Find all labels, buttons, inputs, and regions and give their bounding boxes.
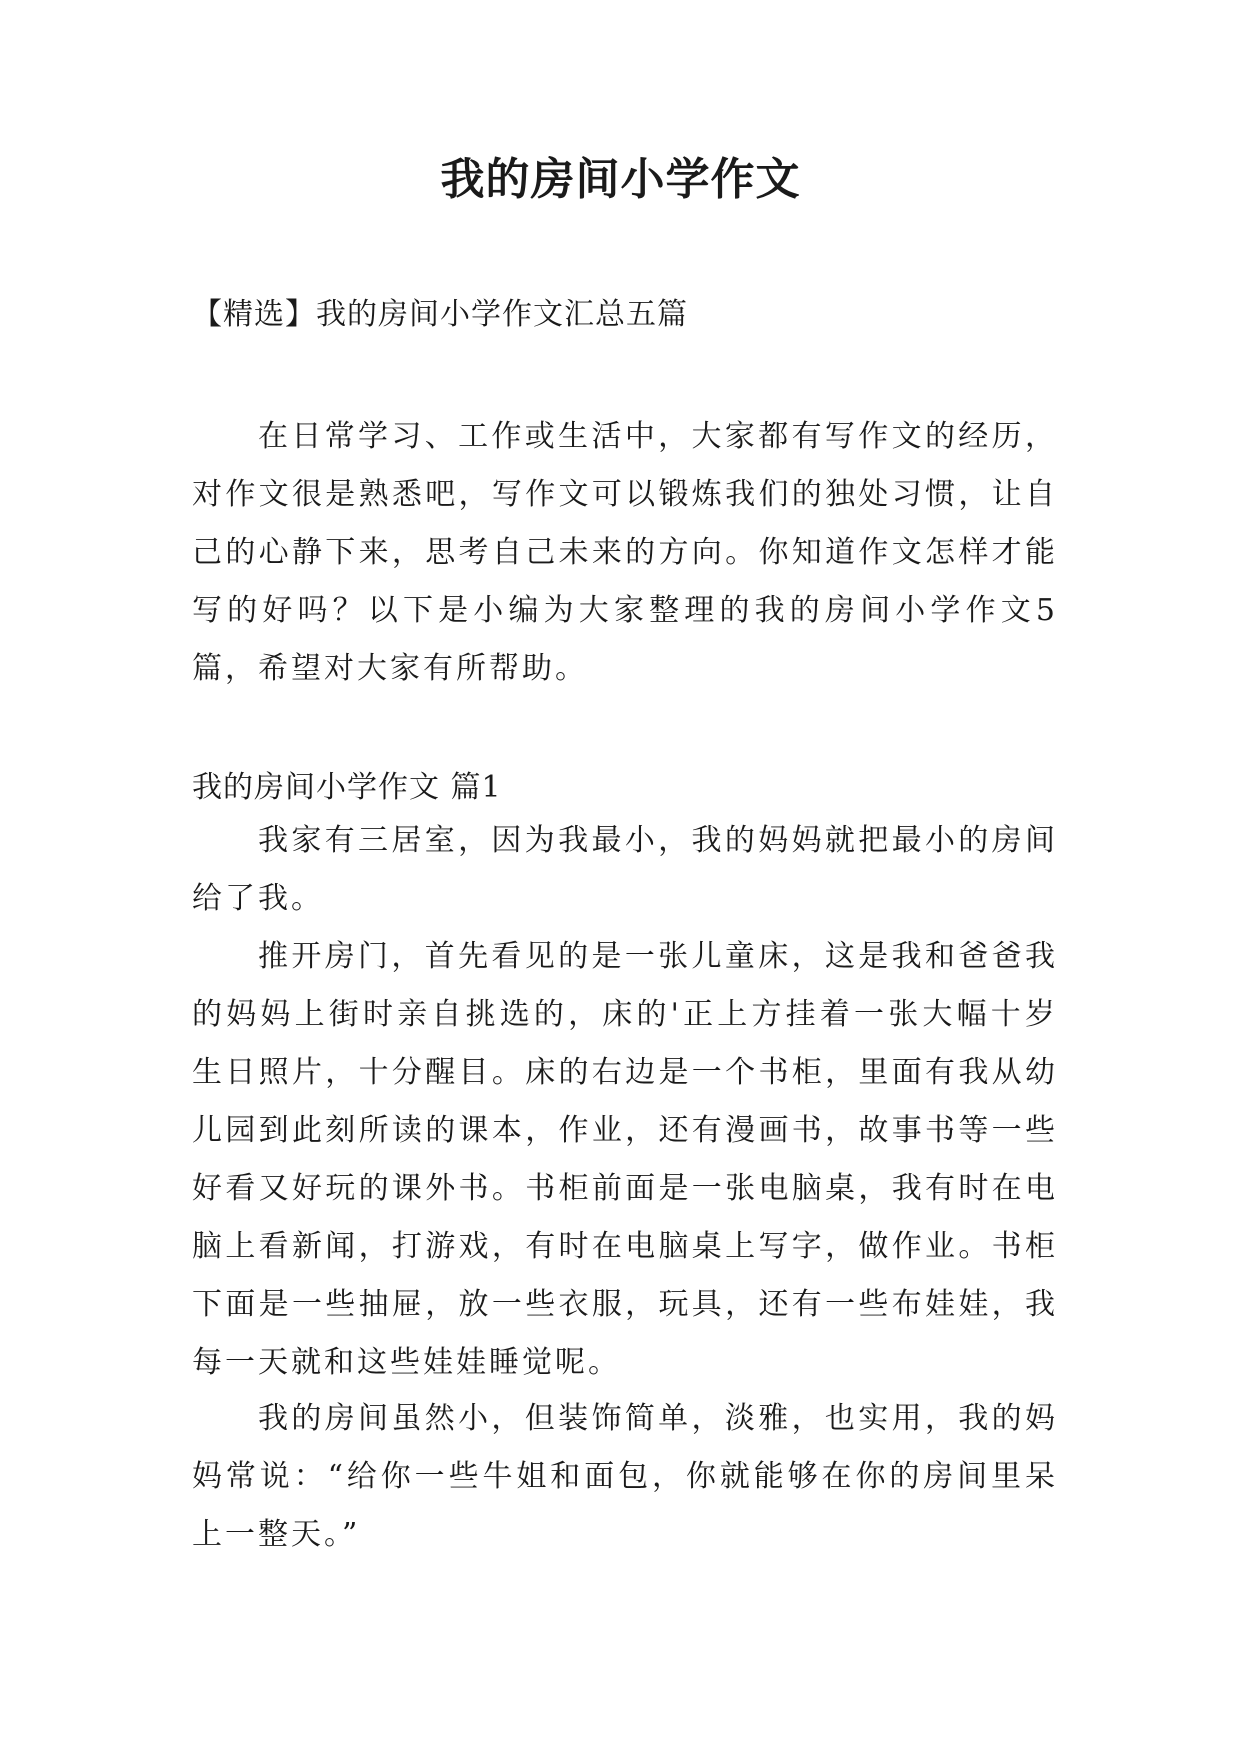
intro-paragraph: 在日常学习、工作或生活中，大家都有写作文的经历，对作文很是熟悉吧，写作文可以锻炼我们的独处习惯，让自己的心静下来，思考自己未来的方向。你知道作文怎样才能写的好吗？以下是小编为大家整理的我的房间小学作文5篇，希望对大家有所帮助。 [192,419,1058,686]
section-heading: 我的房间小学作文 篇1 [192,770,502,805]
body-paragraph: 推开房门，首先看见的是一张儿童床，这是我和爸爸我的妈妈上街时亲自挑选的，床的'正上方挂着一张大幅十岁生日照片，十分醒目。床的右边是一个书柜，里面有我从幼儿园到此刻所读的课本，作业，还有漫画书，故事书等一些好看又好玩的课外书。书柜前面是一张电脑桌，我有时在电脑上看新闻，打游戏，有时在电脑桌上写字，做作业。书柜下面是一些抽屉，放一些衣服，玩具，还有一些布娃娃，我每一天就和这些娃娃睡觉呢。 [192,939,1058,1380]
page-title: 我的房间小学作文 [440,154,801,205]
body-paragraph: 我家有三居室，因为我最小，我的妈妈就把最小的房间给了我。 [192,823,1058,916]
document-subtitle: 【精选】我的房间小学作文汇总五篇 [192,297,688,332]
body-paragraph: 我的房间虽然小，但装饰简单，淡雅，也实用，我的妈妈常说：“给你一些牛姐和面包，你就能够在你的房间里呆上一整天。” [192,1401,1058,1552]
